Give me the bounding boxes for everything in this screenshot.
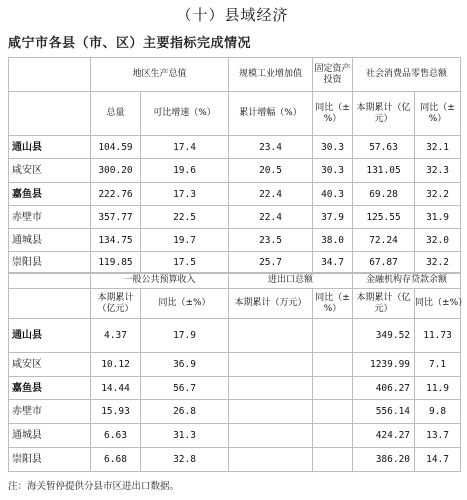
- table-cell: 134.75: [91, 229, 141, 252]
- table-cell: 125.55: [353, 206, 415, 229]
- table-cell: 32.1: [415, 136, 461, 159]
- table-cell: 32.2: [415, 183, 461, 206]
- table-cell: 22.4: [229, 206, 313, 229]
- table-cell: 19.6: [141, 159, 229, 183]
- table-cell: 17.3: [141, 183, 229, 206]
- header-fixed-investment: 固定资产投资: [313, 58, 353, 92]
- table-row: [9, 252, 461, 274]
- table-cell: 6.63: [91, 424, 141, 448]
- corner-cell: [9, 273, 91, 289]
- row-label: 嘉鱼县: [9, 377, 91, 400]
- table-row: [9, 136, 461, 159]
- table-cell: 556.14: [353, 400, 415, 424]
- subheader-industrial-growth: 累计增幅（%）: [229, 92, 313, 136]
- table-cell: 19.7: [141, 229, 229, 252]
- table-subheader-row: [9, 92, 461, 136]
- indicators-table-2: [8, 272, 467, 472]
- table-row: [9, 229, 461, 252]
- table-cell: [313, 353, 353, 377]
- header-import-export: 进出口总额: [229, 273, 353, 289]
- table-cell: 31.3: [141, 424, 229, 448]
- header-industrial-value: 规模工业增加值: [229, 58, 313, 92]
- table-cell: 23.4: [229, 136, 313, 159]
- table-cell: 222.76: [91, 183, 141, 206]
- row-label: 嘉鱼县: [9, 183, 91, 206]
- table-cell: 22.5: [141, 206, 229, 229]
- table-cell: 30.3: [313, 159, 353, 183]
- footnote: 注：海关暂停提供分县市区进出口数据。: [8, 481, 180, 492]
- row-label: 通城县: [9, 229, 91, 252]
- table-cell: [229, 319, 313, 353]
- table-cell: [313, 319, 353, 353]
- table-cell: 349.52: [353, 319, 415, 353]
- table-cell: 34.7: [313, 252, 353, 274]
- table-row: [9, 319, 461, 353]
- subheader-retail-yoy: 同比（±%）: [415, 92, 461, 136]
- table-cell: 119.85: [91, 252, 141, 274]
- table-header-row: [9, 273, 461, 289]
- table-cell: 32.3: [415, 159, 461, 183]
- table-cell: [229, 424, 313, 448]
- corner-cell: [9, 58, 91, 92]
- table-row: [9, 353, 461, 377]
- table-cell: 10.12: [91, 353, 141, 377]
- table-cell: [229, 377, 313, 400]
- table-header-row: [9, 58, 461, 92]
- subheader-retail-total: 本期累计（亿元）: [353, 92, 415, 136]
- table-cell: 7.1: [415, 353, 461, 377]
- table-cell: [229, 400, 313, 424]
- row-label: 崇阳县: [9, 448, 91, 472]
- table-cell: [313, 377, 353, 400]
- table-row: [9, 400, 461, 424]
- table-row: [9, 448, 461, 472]
- table-cell: 17.5: [141, 252, 229, 274]
- table-cell: 32.2: [415, 252, 461, 274]
- subheader-investment-yoy: 同比（±%）: [313, 92, 353, 136]
- table-cell: 11.9: [415, 377, 461, 400]
- page-title: （十）县域经济: [176, 6, 289, 24]
- subheader-deposit-total: 本期累计（亿元）: [353, 289, 415, 319]
- corner-cell: [9, 92, 91, 136]
- table-cell: 6.68: [91, 448, 141, 472]
- table-cell: 406.27: [353, 377, 415, 400]
- table-cell: 23.5: [229, 229, 313, 252]
- table-cell: [313, 424, 353, 448]
- indicators-table-1: [8, 57, 461, 274]
- table-row: [9, 183, 461, 206]
- header-gdp: 地区生产总值: [91, 58, 229, 92]
- table-row: [9, 377, 461, 400]
- subheader-trade-yoy: 同比（±%）: [313, 289, 353, 319]
- table-cell: [229, 448, 313, 472]
- table-cell: 38.0: [313, 229, 353, 252]
- subheader-gdp-growth: 可比增速（%）: [141, 92, 229, 136]
- table-cell: 56.7: [141, 377, 229, 400]
- table-cell: 357.77: [91, 206, 141, 229]
- table-cell: 40.3: [313, 183, 353, 206]
- subheader-trade-total: 本期累计（万元）: [229, 289, 313, 319]
- table-row: [9, 206, 461, 229]
- table-cell: 14.7: [415, 448, 461, 472]
- table-cell: 17.4: [141, 136, 229, 159]
- table-row: [9, 424, 461, 448]
- row-label: 通山县: [9, 319, 91, 353]
- row-label: 通山县: [9, 136, 91, 159]
- table-cell: 300.20: [91, 159, 141, 183]
- table-cell: 13.7: [415, 424, 461, 448]
- table-cell: 26.8: [141, 400, 229, 424]
- table-cell: 17.9: [141, 319, 229, 353]
- table-cell: 22.4: [229, 183, 313, 206]
- table-cell: 37.9: [313, 206, 353, 229]
- table-cell: 69.28: [353, 183, 415, 206]
- row-label: 赤壁市: [9, 206, 91, 229]
- table-cell: 386.20: [353, 448, 415, 472]
- table-cell: 9.8: [415, 400, 461, 424]
- table-cell: 32.8: [141, 448, 229, 472]
- subheader-budget-total: 本期累计（亿元）: [91, 289, 141, 319]
- table-row: [9, 159, 461, 183]
- table-cell: 36.9: [141, 353, 229, 377]
- table-cell: 424.27: [353, 424, 415, 448]
- table-cell: 20.5: [229, 159, 313, 183]
- table-cell: 31.9: [415, 206, 461, 229]
- table-cell: 30.3: [313, 136, 353, 159]
- row-label: 赤壁市: [9, 400, 91, 424]
- table-cell: 57.63: [353, 136, 415, 159]
- table-cell: [313, 448, 353, 472]
- table-cell: 1239.99: [353, 353, 415, 377]
- row-label: 咸安区: [9, 159, 91, 183]
- table-cell: [313, 400, 353, 424]
- table-cell: [229, 353, 313, 377]
- corner-cell: [9, 289, 91, 319]
- table-cell: 104.59: [91, 136, 141, 159]
- subheader-gdp-total: 总量: [91, 92, 141, 136]
- table-cell: 67.87: [353, 252, 415, 274]
- header-deposits-loans: 金融机构存贷款余额: [353, 273, 461, 289]
- subheader-deposit-yoy: 同比（±%）: [415, 289, 461, 319]
- table-cell: 4.37: [91, 319, 141, 353]
- row-label: 崇阳县: [9, 252, 91, 274]
- table-cell: 32.0: [415, 229, 461, 252]
- table-cell: 72.24: [353, 229, 415, 252]
- table-cell: 15.93: [91, 400, 141, 424]
- header-retail-sales: 社会消费品零售总额: [353, 58, 461, 92]
- table-subtitle: 咸宁市各县（市、区）主要指标完成情况: [8, 36, 252, 51]
- table-cell: 11.73: [415, 319, 461, 353]
- table-subheader-row: [9, 289, 461, 319]
- row-label: 通城县: [9, 424, 91, 448]
- header-budget-revenue: 一般公共预算收入: [91, 273, 229, 289]
- row-label: 咸安区: [9, 353, 91, 377]
- table-cell: 131.05: [353, 159, 415, 183]
- subheader-budget-yoy: 同比（±%）: [141, 289, 229, 319]
- table-cell: 14.44: [91, 377, 141, 400]
- table-cell: 25.7: [229, 252, 313, 274]
